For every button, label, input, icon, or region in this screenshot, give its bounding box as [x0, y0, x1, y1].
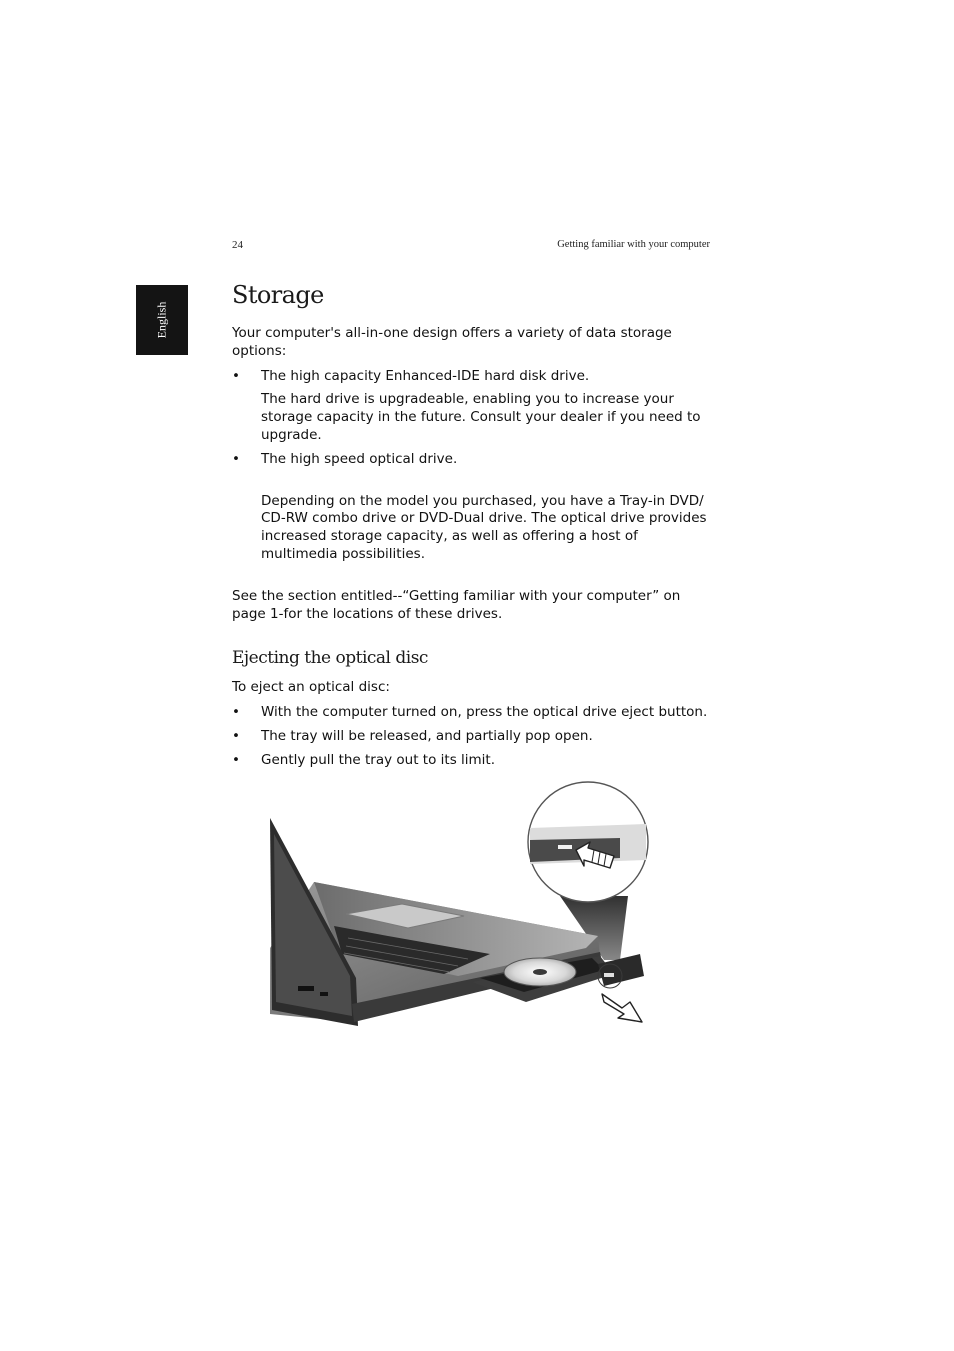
- audio-port: [320, 992, 328, 996]
- eject-button: [604, 973, 614, 977]
- page-number: 24: [232, 239, 243, 251]
- list-item-detail: Depending on the model you purchased, you have a Tray-in DVD/ CD-RW combo drive or DVD-Dual drive. The optical drive provides increased storage capacity, as well as offering a host of multimedia possibilities.: [261, 492, 707, 562]
- see-also-note: See the section entitled--“Getting familiar with your computer” on page 1-for the locations of these drives.: [232, 587, 681, 622]
- optical-drive-eject-illustration: [268, 778, 664, 1044]
- bullet-marker: •: [232, 450, 240, 467]
- step-text: With the computer turned on, press the optical drive eject button.: [261, 704, 708, 721]
- disc-hub: [533, 969, 547, 975]
- language-tab-label: English: [154, 301, 169, 339]
- step-text: The tray will be released, and partially pop open.: [261, 727, 593, 744]
- zoom-eject-button: [558, 845, 572, 849]
- bullet-marker: •: [232, 727, 240, 744]
- step-text: Gently pull the tray out to its limit.: [261, 751, 496, 768]
- page-content: [232, 279, 712, 776]
- section-title: Storage: [232, 281, 324, 309]
- bullet-marker: •: [232, 367, 240, 384]
- language-tab: [136, 285, 188, 355]
- usb-port: [298, 986, 314, 991]
- step-item: [232, 752, 712, 770]
- step-item: [232, 704, 712, 722]
- spacer: [232, 475, 712, 493]
- subsection-title: Ejecting the optical disc: [232, 648, 428, 669]
- pull-arrow-icon: [602, 994, 642, 1022]
- list-item: [232, 451, 712, 469]
- step-item: [232, 728, 712, 746]
- list-item: [232, 368, 712, 386]
- bullet-marker: •: [232, 751, 240, 768]
- subsection-intro: To eject an optical disc:: [232, 679, 390, 696]
- list-item-text: The high capacity Enhanced-IDE hard disk drive.: [261, 367, 590, 384]
- spacer: [232, 570, 712, 588]
- list-item-detail: The hard drive is upgradeable, enabling you to increase your storage capacity in the future. Consult your dealer if you need to upgrade.: [261, 391, 701, 443]
- list-item-text: The high speed optical drive.: [261, 450, 458, 467]
- running-header-title: Getting familiar with your computer: [557, 239, 710, 250]
- bullet-marker: •: [232, 704, 240, 721]
- section-intro: Your computer's all-in-one design offers a variety of data storage options:: [232, 325, 672, 359]
